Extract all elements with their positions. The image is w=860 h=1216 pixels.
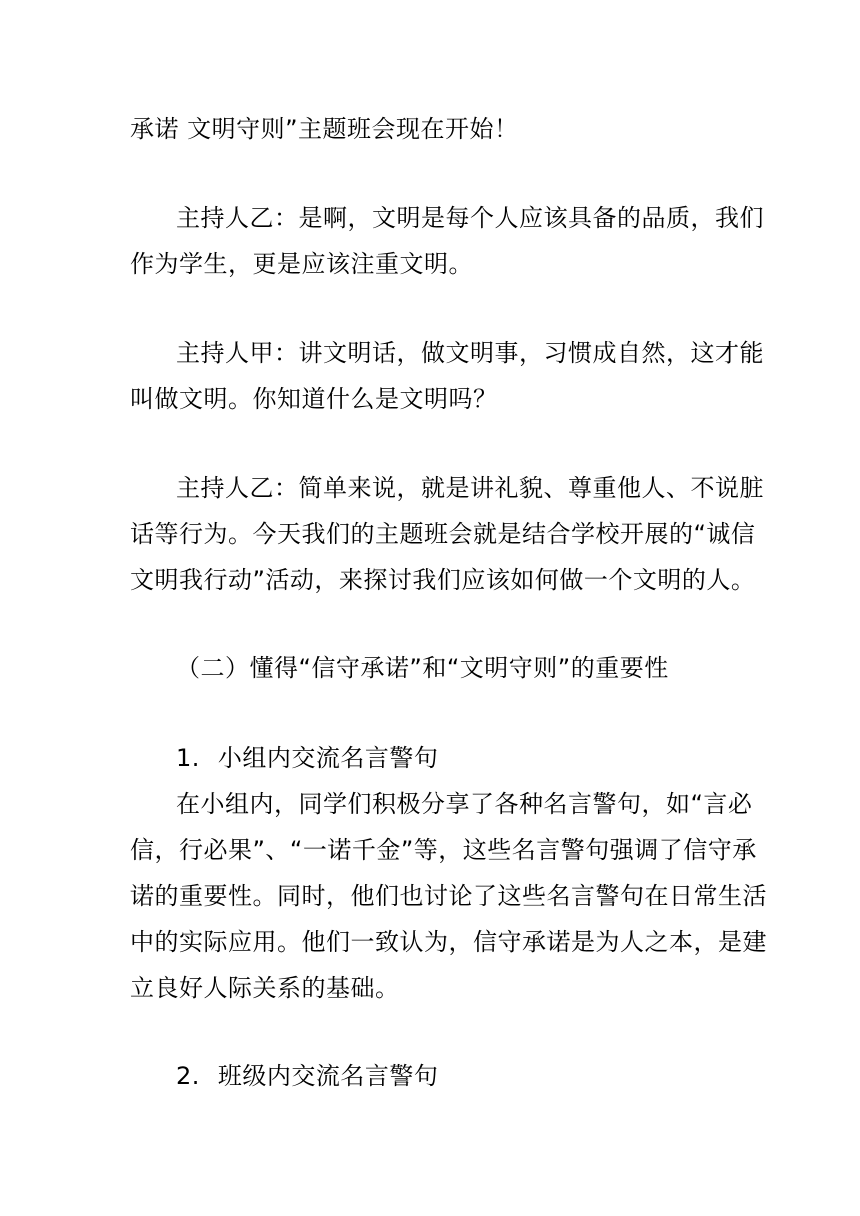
paragraph-line: 中的实际应用。他们一致认为，信守承诺是为人之本，是建 (130, 928, 767, 956)
paragraph-line: 承诺 文明守则”主题班会现在开始！ (130, 115, 519, 143)
list-heading-text: 小组内交流名言警句 (217, 744, 439, 772)
paragraph-line: 在小组内，同学们积极分享了各种名言警句，如“言必 (176, 790, 753, 818)
paragraph-line: 主持人甲：讲文明话，做文明事，习惯成自然，这才能 (176, 339, 764, 367)
paragraph-line: 文明我行动”活动，来探讨我们应该如何做一个文明的人。 (130, 566, 756, 594)
paragraph-line: 立良好人际关系的基础。 (130, 974, 400, 1002)
paragraph-line: 信，行必果”、“一诺千金”等，这些名言警句强调了信守承 (130, 836, 757, 864)
paragraph-line: 作为学生，更是应该注重文明。 (130, 250, 473, 278)
paragraph-line: 叫做文明。你知道什么是文明吗？ (130, 385, 498, 413)
list-number: 2. (176, 1062, 200, 1090)
section-heading: （二）懂得“信守承诺”和“文明守则”的重要性 (176, 654, 669, 682)
list-number: 1. (176, 744, 200, 772)
numbered-heading-2 (176, 1061, 438, 1091)
paragraph-line: 诺的重要性。同时，他们也讨论了这些名言警句在日常生活 (130, 882, 767, 910)
paragraph-line: 主持人乙：简单来说，就是讲礼貌、尊重他人、不说脏 (176, 474, 764, 502)
paragraph-line: 主持人乙：是啊，文明是每个人应该具备的品质，我们 (176, 204, 764, 232)
list-heading-text: 班级内交流名言警句 (217, 1062, 439, 1090)
paragraph-line: 话等行为。今天我们的主题班会就是结合学校开展的“诚信 (130, 520, 756, 548)
numbered-heading-1 (176, 743, 438, 773)
